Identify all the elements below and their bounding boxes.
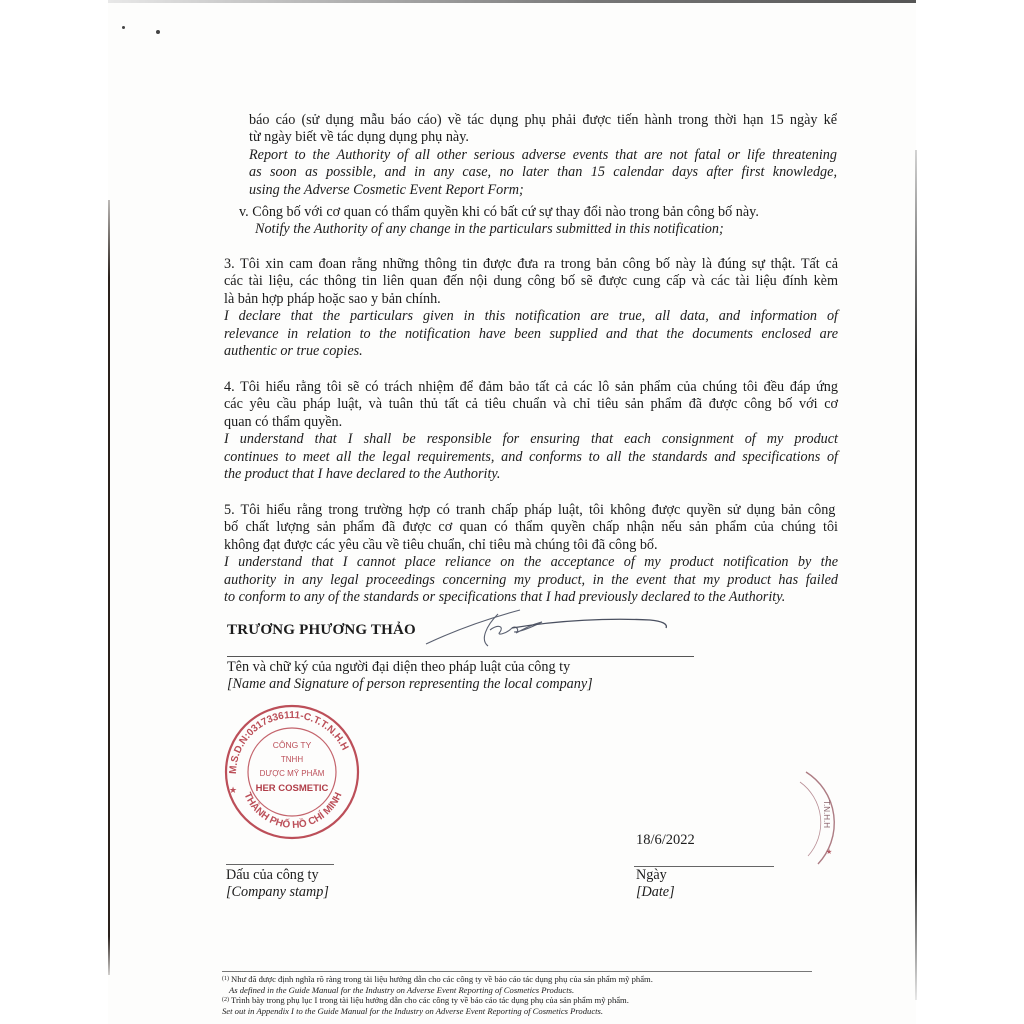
- stamp-line: CÔNG TY: [272, 740, 312, 750]
- scan-speck: [122, 26, 125, 29]
- stamp-field-label: [226, 867, 329, 902]
- stamp-star-icon: ★: [229, 785, 238, 795]
- clause-3-vi-line: 3. Tôi xin cam đoan rằng những thông tin được đưa ra trong bản công bố này là đúng sự thật. Tất cả: [224, 256, 838, 272]
- clause-5-en-line: I understand that I cannot place reliance on the acceptance of my product notification by the: [224, 554, 838, 571]
- footnote-1-en: As defined in the Guide Manual for the Industry on Adverse Event Reporting of Cosmetics Products.: [229, 984, 575, 995]
- footnotes: [222, 974, 653, 1016]
- item-v-en: Notify the Authority of any change in the particulars submitted in this notification;: [255, 221, 724, 238]
- clause-4-en-line: I understand that I shall be responsible for ensuring that each consignment of my product: [224, 431, 838, 448]
- page-left-edge: [108, 200, 110, 975]
- footnote-separator: [222, 971, 812, 972]
- signature-caption: [227, 659, 593, 694]
- continuation-en-line: as soon as possible, and in any case, no later than 15 calendar days after first knowledge,: [249, 164, 837, 181]
- stamp-star-icon: ★: [826, 848, 833, 856]
- clause-3-en-line: I declare that the particulars given in this notification are true, all data, and information of: [224, 308, 838, 325]
- continuation-en-line: using the Adverse Cosmetic Event Report Form;: [249, 181, 524, 198]
- footnote-2-vi: $^{(2)}$ Trình bày trong phụ lục I trong tài liệu hướng dẫn cho các công ty về báo cáo tác dụng phụ của sản phẩm mỹ phẩm.: [222, 995, 629, 1006]
- item-v: [239, 204, 809, 239]
- date-value: 18/6/2022: [636, 832, 695, 848]
- stamp-ring-top-text: M.S.D.N:0317336111-C.T.T.N.H.H: [227, 709, 351, 775]
- signature-caption-en: [Name and Signature of person representing the local company]: [227, 676, 593, 693]
- continuation-vi-line: từ ngày biết về tác dụng dụng phụ này.: [249, 129, 469, 146]
- clause-5-vi-line: bố chất lượng sản phẩm đã được cơ quan có thẩm quyền chấp nhận nếu sản phẩm của chúng tôi: [224, 519, 838, 536]
- stamp-label-en: [Company stamp]: [226, 884, 329, 901]
- handwritten-signature: [420, 606, 680, 652]
- signature-caption-vi: Tên và chữ ký của người đại diện theo pháp luật của công ty: [227, 659, 571, 675]
- footnote-1-vi: $^{(1)}$ Như đã được định nghĩa rõ ràng trong tài liệu hướng dẫn cho các công ty về báo cáo tác dụng phụ của sản phẩm mỹ phẩm.: [222, 974, 653, 984]
- clause-5-vi-line: 5. Tôi hiểu rằng trong trường hợp có tranh chấp pháp luật, tôi không được quyền sử dụng bản công: [224, 502, 836, 518]
- item-v-vi: v. Công bố với cơ quan có thẩm quyền khi có bất cứ sự thay đổi nào trong bản công bố này.: [239, 204, 759, 220]
- clause-5: [224, 502, 838, 606]
- footnote-marker: (1): [222, 976, 229, 982]
- page-right-edge: [915, 150, 917, 1000]
- partial-stamp-text: T.N.H.H: [822, 800, 831, 828]
- stamp-line: HER COSMETIC: [255, 783, 329, 794]
- date-label-vi: Ngày: [636, 867, 667, 883]
- clause-3-vi-line: là bản hợp pháp hoặc sao y bản chính.: [224, 290, 441, 307]
- stamp-line: DƯỢC MỸ PHẨM: [259, 769, 325, 778]
- clause-3-vi-line: các tài liệu, các thông tin liên quan đến nội dung công bố sẽ được cung cấp và các tài liệu đính kèm: [224, 273, 838, 290]
- footnote-marker: (2): [222, 997, 229, 1004]
- svg-text:THÀNH PHỐ HỒ CHÍ MINH: [242, 791, 345, 831]
- scan-speck: [156, 30, 160, 34]
- clause-4-en-line: the product that I have declared to the Authority.: [224, 466, 501, 483]
- stamp-line: [226, 864, 334, 865]
- page-top-shadow: [108, 0, 916, 3]
- clause-4-vi-line: 4. Tôi hiểu rằng tôi sẽ có trách nhiệm để đảm bảo tất cả các lô sản phẩm của chúng tôi đều đáp ứng: [224, 379, 838, 395]
- clause-3: [224, 256, 838, 360]
- clause-3-en-line: relevance in relation to the notification have been supplied and that the documents enclosed are: [224, 325, 838, 342]
- date-label-en: [Date]: [636, 884, 675, 901]
- clause-5-en-line: to conform to any of the standards or specifications that I had previously declared to the Authority.: [224, 589, 786, 606]
- clause-5-en-line: authority in any legal proceedings concerning my product, in the event that my product has failed: [224, 571, 838, 588]
- footnote-2-en: Set out in Appendix I to the Guide Manual for the Industry on Adverse Event Reporting of Cosmetics Products.: [222, 1005, 604, 1016]
- clause-4-vi-line: quan có thẩm quyền.: [224, 413, 343, 430]
- company-stamp: [220, 700, 365, 840]
- clause-4-en-line: continues to meet all the legal requirements, and conforms to all the standards and specifications of: [224, 448, 838, 465]
- signer-name: TRƯƠNG PHƯƠNG THẢO: [227, 622, 416, 638]
- signature-line: [227, 656, 694, 657]
- continuation-paragraph: [249, 112, 837, 199]
- date-field-label: [636, 867, 675, 902]
- clause-3-en-line: authentic or true copies.: [224, 343, 363, 360]
- clause-4: [224, 379, 838, 483]
- continuation-vi-line: báo cáo (sử dụng mẫu báo cáo) về tác dụng phụ phải được tiến hành trong thời hạn 15 ngày kể: [249, 112, 837, 128]
- continuation-en-line: Report to the Authority of all other serious adverse events that are not fatal or life threatening: [249, 146, 837, 163]
- clause-4-vi-line: các yêu cầu pháp luật, và tuân thủ tất cả tiêu chuẩn và chỉ tiêu sản phẩm đã được công bố với cơ: [224, 396, 838, 413]
- stamp-label-vi: Dấu của công ty: [226, 867, 319, 883]
- clause-5-vi-line: không đạt được các yêu cầu về tiêu chuẩn, chỉ tiêu mà chúng tôi đã công bố.: [224, 536, 658, 553]
- stamp-line: TNHH: [280, 755, 304, 764]
- partial-stamp: [796, 768, 846, 868]
- stamp-ring-bottom-text: THÀNH PHỐ HỒ CHÍ MINH: [241, 790, 345, 831]
